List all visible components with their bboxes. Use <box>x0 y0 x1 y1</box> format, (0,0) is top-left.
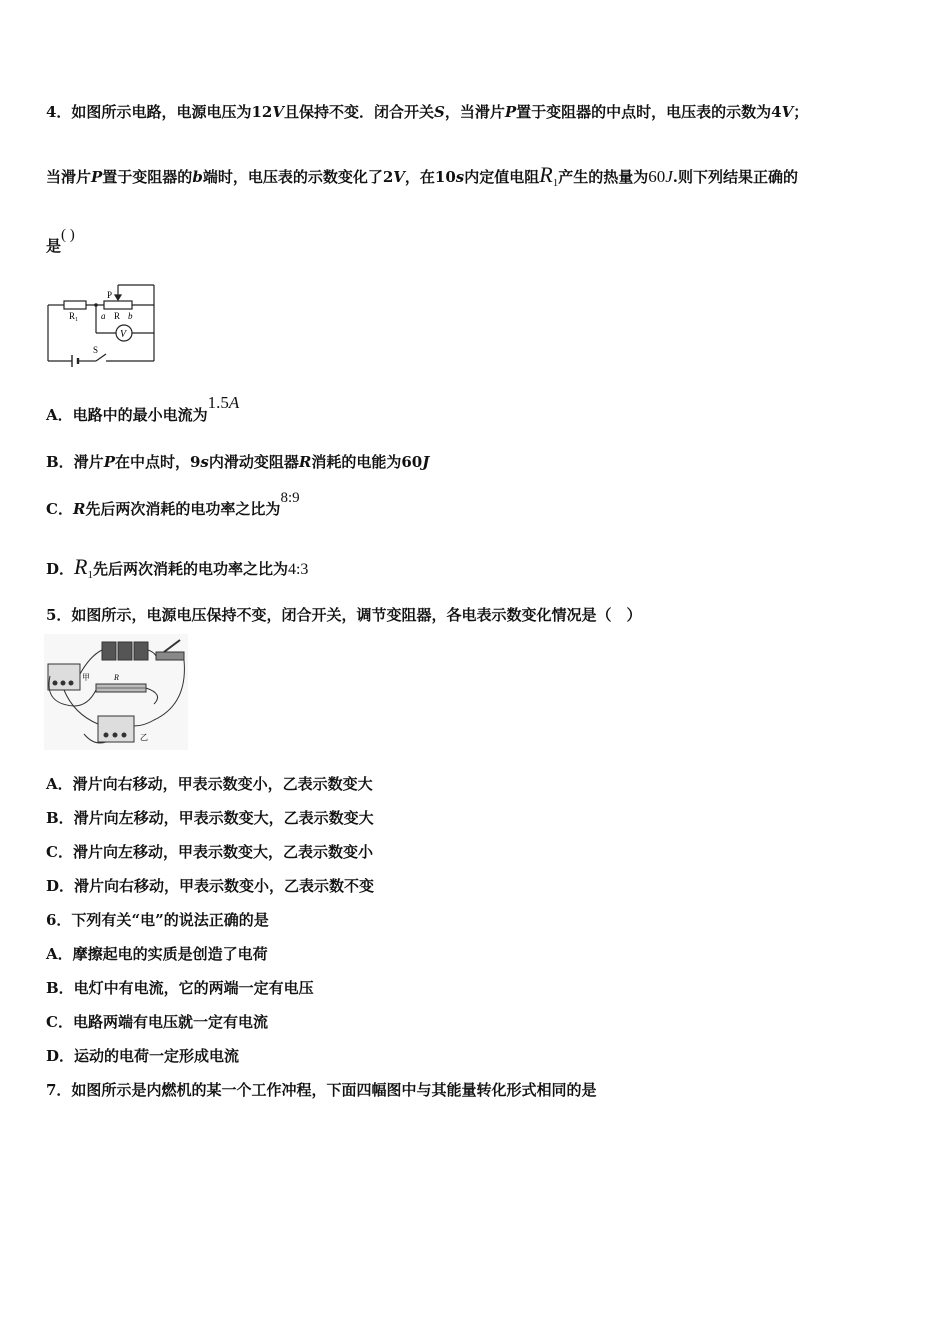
option-a-value <box>208 393 240 412</box>
battery-icon <box>118 642 132 660</box>
r-letter: R <box>74 554 88 579</box>
q4-l1-text: 且保持不变．闭合开关 <box>283 103 434 121</box>
q4-l2-heat-value <box>648 167 673 186</box>
q4-l1-volt-unit: V <box>272 103 284 121</box>
option-b-text: 消耗的电能为60 <box>311 453 423 471</box>
rheostat-resistor <box>104 301 132 309</box>
q4-l2-text: 产生的热量为 <box>558 168 649 186</box>
r-letter: R <box>539 162 553 187</box>
q4-l3-text: 是 <box>46 237 62 255</box>
r-subscript: 1 <box>552 177 559 189</box>
q5-stem: 5．如图所示，电源电压保持不变，闭合开关，调节变阻器，各电表示数变化情况是（ ） <box>46 606 642 624</box>
slider-arrow-icon <box>115 295 121 300</box>
current-number: 1.5 <box>207 393 229 412</box>
q5-circuit-photo <box>44 634 188 750</box>
q5-option-a: A．滑片向右移动，甲表示数变小，乙表示数变大 <box>46 775 373 793</box>
option-c-text: 先后两次消耗的电功率之比为 <box>85 500 281 518</box>
option-b-slider: P <box>103 453 115 471</box>
switch-icon <box>96 354 106 361</box>
q4-l1-text: ，当滑片 <box>444 103 505 121</box>
q4-l1-text: 4．如图所示电路，电源电压为12 <box>46 103 273 121</box>
option-b-resistor: R <box>298 453 312 471</box>
q4-line-2 <box>46 162 798 196</box>
option-d-ratio: 4:3 <box>287 561 309 578</box>
yi-label: 乙 <box>140 733 148 742</box>
r-label: R <box>114 673 119 682</box>
q4-l2-text: 当滑片 <box>46 168 92 186</box>
option-d-r1-symbol <box>74 554 93 579</box>
q4-line-3 <box>46 227 75 257</box>
q5-option-b: B．滑片向左移动，甲表示数变大，乙表示数变大 <box>46 809 374 827</box>
option-b-second: s <box>200 453 209 471</box>
q5-option-d: D．滑片向右移动，甲表示数变小，乙表示数不变 <box>46 877 375 895</box>
q4-l2-text: 端时，电压表的示数变化了2 <box>202 168 394 186</box>
option-c-ratio: 8:9 <box>280 490 300 506</box>
jia-label: 甲 <box>82 673 90 682</box>
battery-icon <box>102 642 116 660</box>
q4-l1-text: ； <box>793 103 809 121</box>
q6-stem: 6．下列有关“电”的说法正确的是 <box>46 911 269 929</box>
q4-line-1 <box>46 102 808 122</box>
q7-stem: 7．如图所示是内燃机的某一个工作冲程，下面四幅图中与其能量转化形式相同的是 <box>46 1081 597 1099</box>
q4-option-d <box>46 552 308 590</box>
option-b-text: 内滑动变阻器 <box>208 453 299 471</box>
q4-l2-text: 内定值电阻 <box>464 168 540 186</box>
q5-option-c: C．滑片向左移动，甲表示数变大，乙表示数变小 <box>46 843 373 861</box>
option-b-text: B．滑片 <box>46 453 104 471</box>
q4-l2-r1-symbol <box>539 162 558 187</box>
p-label: P <box>107 290 113 300</box>
q6-option-a: A．摩擦起电的实质是创造了电荷 <box>46 945 268 963</box>
r-label: R <box>114 311 121 321</box>
q4-option-a <box>46 393 240 430</box>
switch-icon <box>156 652 184 660</box>
current-unit: A <box>228 393 240 412</box>
option-d-text: D． <box>46 560 75 578</box>
option-c-resistor: R <box>72 500 86 518</box>
meter-jia-icon <box>48 664 80 690</box>
option-b-joule: J <box>422 453 430 471</box>
option-b-text: 在中点时，9 <box>114 453 201 471</box>
b-label: b <box>128 311 133 321</box>
option-d-text: 先后两次消耗的电功率之比为 <box>92 560 288 578</box>
q4-l2-terminal-b: b <box>192 168 203 186</box>
q4-option-b <box>46 452 429 472</box>
option-c-text: C． <box>46 500 73 518</box>
q4-l2-slider-symbol: P <box>91 168 103 186</box>
q4-l2-second-unit: s <box>455 168 465 186</box>
heat-number: 60 <box>648 167 666 186</box>
q4-l2-text: ，在10 <box>404 168 456 186</box>
r1-resistor <box>64 301 86 309</box>
r-subscript: 1 <box>87 569 93 581</box>
q6-option-d: D．运动的电荷一定形成电流 <box>46 1047 240 1065</box>
a-label: a <box>101 311 106 321</box>
q4-l2-text: .则下列结果正确的 <box>672 168 798 186</box>
q4-circuit-diagram <box>44 281 160 367</box>
q4-l2-text: 置于变阻器的 <box>102 168 193 186</box>
battery-icon <box>134 642 148 660</box>
r1-label: $R_1$ <box>69 311 79 323</box>
switch-label: S <box>93 345 99 355</box>
q6-option-c: C．电路两端有电压就一定有电流 <box>46 1013 268 1031</box>
q4-option-c <box>46 490 300 525</box>
q4-l1-volt-unit: V <box>781 103 794 121</box>
meter-yi-icon <box>98 716 134 742</box>
heat-unit: J <box>665 167 673 186</box>
q4-l1-text: 置于变阻器的中点时，电压表的示数为4 <box>516 103 782 121</box>
q4-l1-switch-symbol: S <box>433 103 445 121</box>
q4-l1-slider-symbol: P <box>504 103 517 121</box>
option-a-text: A．电路中的最小电流为 <box>46 406 208 424</box>
q4-l2-volt-unit: V <box>393 168 405 186</box>
q4-answer-blank: ( ) <box>61 227 75 243</box>
q6-option-b: B．电灯中有电流，它的两端一定有电压 <box>46 979 314 997</box>
voltmeter-label: V <box>120 329 127 340</box>
